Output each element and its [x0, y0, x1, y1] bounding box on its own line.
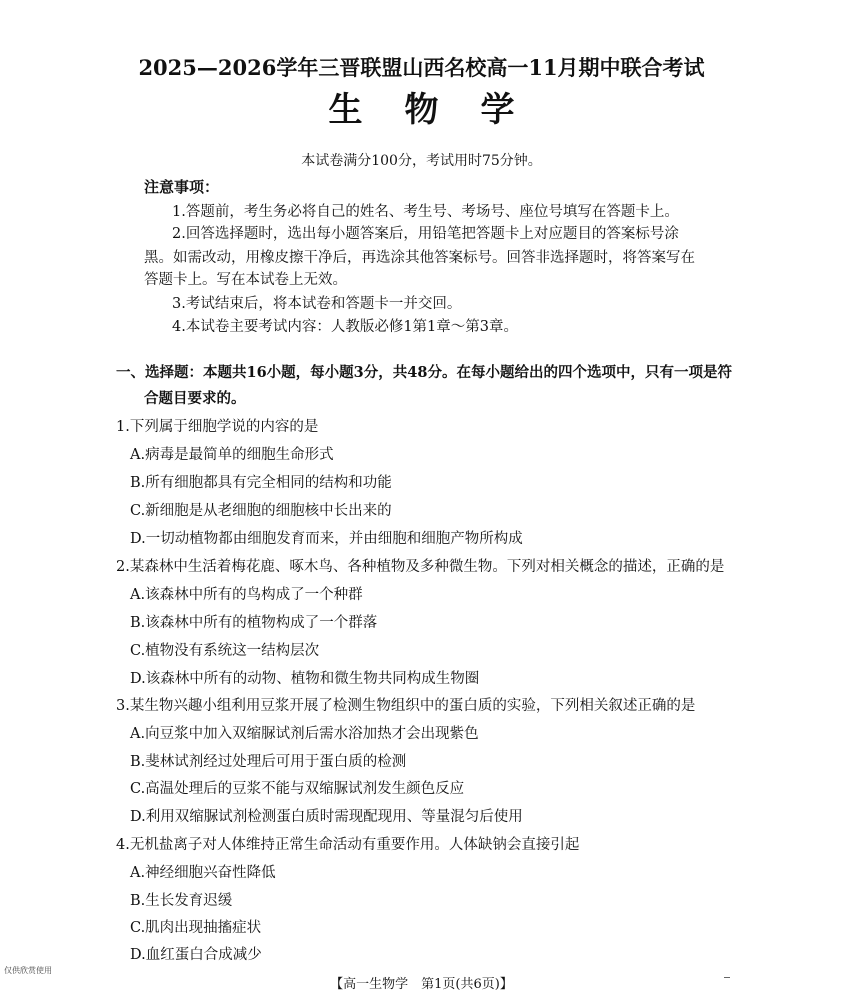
question-stem: 3.某生物兴趣小组利用豆浆开展了检测生物组织中的蛋白质的实验，下列相关叙述正确的是 [116, 698, 696, 714]
question-stem: 4.无机盐离子对人体维持正常生命活动有重要作用。人体缺钠会直接引起 [116, 837, 580, 853]
option-c: C.肌肉出现抽搐症状 [130, 920, 262, 936]
option-d: D.利用双缩脲试剂检测蛋白质时需现配现用、等量混匀后使用 [130, 809, 523, 825]
option-b: B.所有细胞都具有完全相同的结构和功能 [130, 475, 392, 491]
option-c: C.植物没有系统这一结构层次 [130, 643, 320, 659]
notice-line: 黑。如需改动，用橡皮擦干净后，再选涂其他答案标号。回答非选择题时，将答案写在 [144, 250, 695, 266]
option-a: A.病毒是最简单的细胞生命形式 [130, 447, 334, 463]
exam-title: 2025—2026学年三晋联盟山西名校高一11月期中联合考试 [138, 55, 705, 80]
footer-mark [724, 977, 730, 978]
option-b: B.生长发育迟缓 [130, 893, 233, 909]
option-d: D.血红蛋白合成减少 [130, 947, 262, 963]
notice-line: 4.本试卷主要考试内容：人教版必修1第1章～第3章。 [172, 319, 519, 335]
option-c: C.高温处理后的豆浆不能与双缩脲试剂发生颜色反应 [130, 781, 465, 797]
option-a: A.向豆浆中加入双缩脲试剂后需水浴加热才会出现紫色 [130, 726, 479, 742]
exam-info: 本试卷满分100分，考试用时75分钟。 [301, 153, 542, 169]
subject-title: 生物学 [328, 90, 557, 130]
option-b: B.该森林中所有的植物构成了一个群落 [130, 615, 378, 631]
notice-line: 答题卡上。写在本试卷上无效。 [144, 272, 347, 288]
notice-line: 2.回答选择题时，选出每小题答案后，用铅笔把答题卡上对应题目的答案标号涂 [172, 226, 679, 242]
question-stem: 2.某森林中生活着梅花鹿、啄木鸟、各种植物及多种微生物。下列对相关概念的描述，正确的是 [116, 559, 725, 575]
option-b: B.斐林试剂经过处理后可用于蛋白质的检测 [130, 754, 407, 770]
option-d: D.一切动植物都由细胞发育而来，并由细胞和细胞产物所构成 [130, 531, 523, 547]
notice-line: 1.答题前，考生务必将自己的姓名、考生号、考场号、座位号填写在答题卡上。 [172, 204, 679, 220]
notice-heading: 注意事项： [144, 178, 220, 196]
section-heading: 一、选择题：本题共16小题，每小题3分，共48分。在每小题给出的四个选项中，只有一项是符 [116, 364, 732, 381]
page-footer: 【高一生物学 第1页(共6页)】 [330, 977, 513, 992]
option-d: D.该森林中所有的动物、植物和微生物共同构成生物圈 [130, 671, 480, 687]
question-stem: 1.下列属于细胞学说的内容的是 [116, 419, 319, 435]
notice-line: 3.考试结束后，将本试卷和答题卡一并交回。 [172, 296, 462, 312]
option-a: A.该森林中所有的鸟构成了一个种群 [130, 587, 363, 603]
option-a: A.神经细胞兴奋性降低 [130, 865, 276, 881]
watermark-note: 仅供欣赏使用 [4, 966, 52, 975]
option-c: C.新细胞是从老细胞的细胞核中长出来的 [130, 503, 392, 519]
section-heading-cont: 合题目要求的。 [144, 390, 246, 407]
